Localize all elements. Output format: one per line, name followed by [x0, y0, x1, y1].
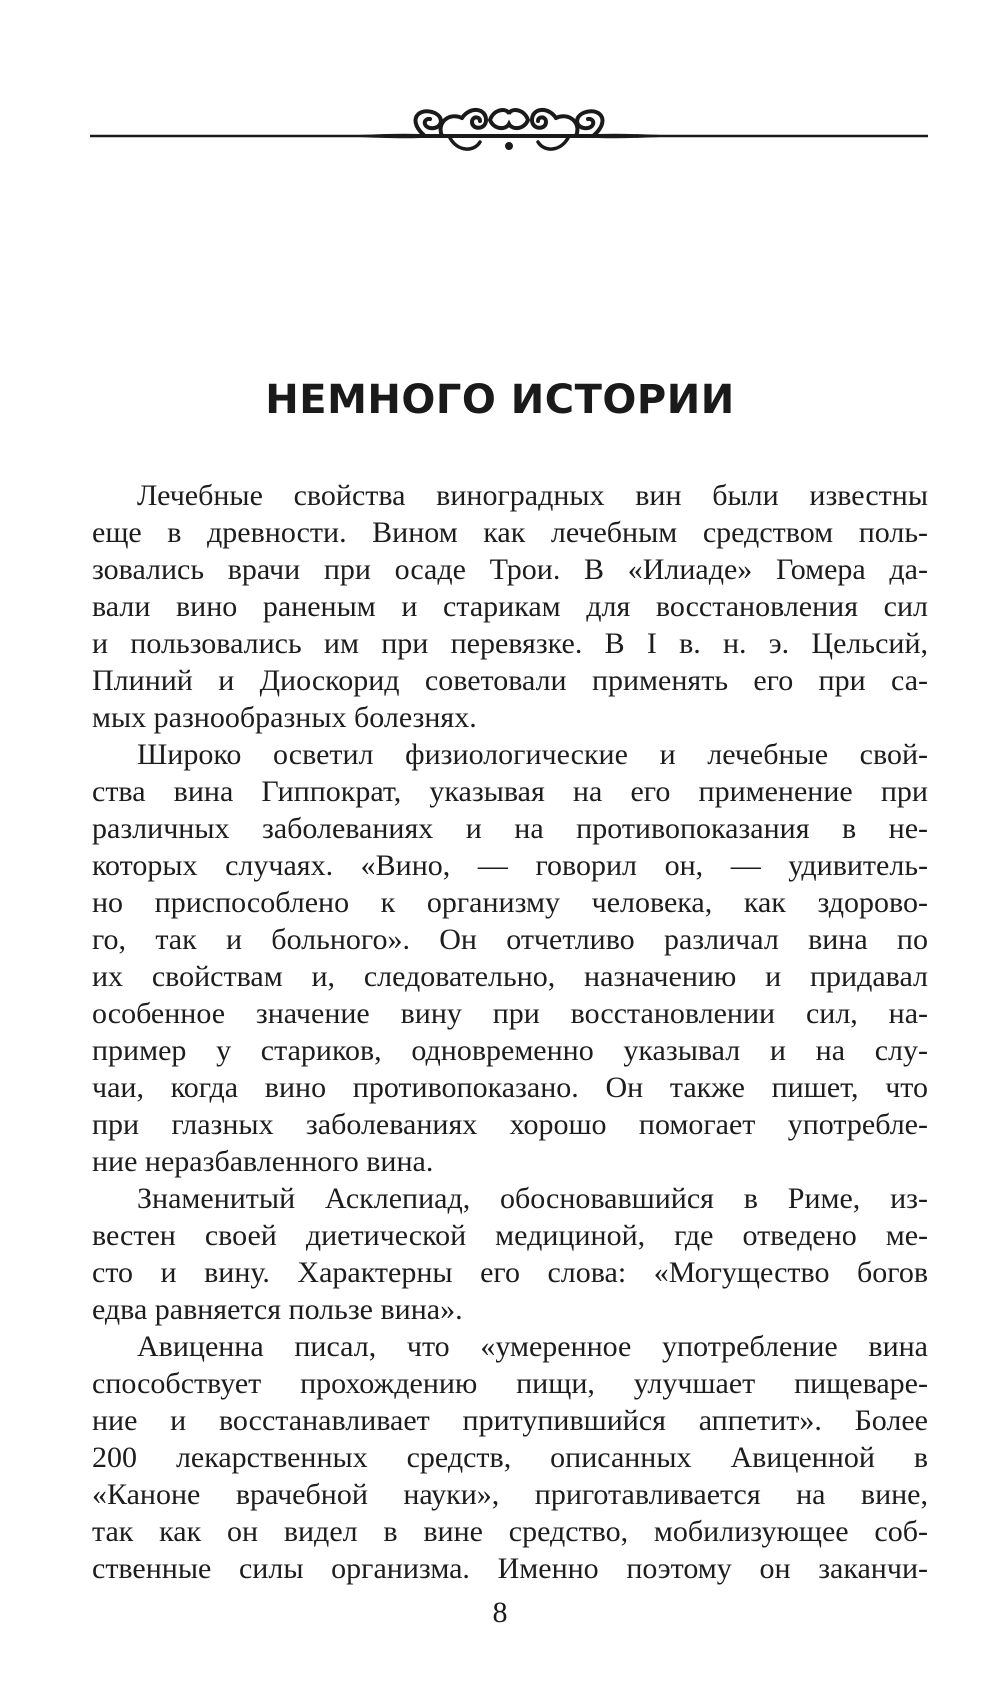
text-line: различных заболеваниях и на противопоказания в не- — [92, 812, 928, 845]
text-line: пример у стариков, одновременно указывал и на слу- — [92, 1034, 928, 1067]
text-line: способствует прохождению пищи, улучшает пищеваре- — [92, 1367, 928, 1400]
paragraph-hippocrates — [92, 736, 928, 1180]
text-line: их свойствам и, следовательно, назначению и придавал — [92, 960, 928, 993]
text-line: едва равняется пользе вина». — [92, 1293, 463, 1326]
text-line: Знаменитый Асклепиад, обосновавшийся в Риме, из- — [137, 1182, 928, 1215]
text-line: 200 лекарственных средств, описанных Авиценной в — [92, 1441, 928, 1474]
text-line: вестен своей диетической медициной, где отведено ме- — [92, 1219, 928, 1252]
text-line: го, так и больного». Он отчетливо различал вина по — [92, 923, 928, 956]
text-line: ние и восстанавливает притупившийся аппетит». Более — [92, 1404, 928, 1437]
text-line: мых разнообразных болезнях. — [92, 701, 477, 734]
text-line: Широко осветил физиологические и лечебные свой- — [137, 738, 928, 771]
paragraph-asclepiades — [92, 1180, 928, 1328]
text-line: чаи, когда вино противопоказано. Он также пишет, что — [92, 1071, 928, 1104]
text-line: ственные силы организма. Именно поэтому он заканчи- — [92, 1552, 928, 1585]
text-line: Плиний и Диоскорид советовали применять его при са- — [92, 664, 928, 697]
ornamental-divider — [90, 100, 928, 160]
text-line: ства вина Гиппократ, указывая на его применение при — [92, 775, 928, 808]
paragraph-avicenna — [92, 1328, 928, 1587]
chapter-title: НЕМНОГО ИСТОРИИ — [265, 377, 735, 423]
text-line: особенное значение вину при восстановлении сил, на- — [92, 997, 928, 1030]
text-line: Авиценна писал, что «умеренное употребление вина — [137, 1330, 928, 1363]
text-line: еще в древности. Вином как лечебным средством поль- — [92, 516, 928, 549]
body-text — [92, 477, 928, 1587]
text-line: ние неразбавленного вина. — [92, 1145, 434, 1178]
text-line: «Каноне врачебной науки», приготавливается на вине, — [92, 1478, 928, 1511]
text-line: Лечебные свойства виноградных вин были известны — [137, 479, 928, 512]
text-line: при глазных заболеваниях хорошо помогает употребле- — [92, 1108, 928, 1141]
text-line: которых случаях. «Вино, — говорил он, — удивитель- — [92, 849, 928, 882]
paragraph-ancient-use — [92, 477, 928, 736]
text-line: вали вино раненым и старикам для восстановления сил — [92, 590, 928, 623]
text-line: но приспособлено к организму человека, как здорово- — [92, 886, 928, 919]
text-line: сто и вину. Характерны его слова: «Могущество богов — [92, 1256, 928, 1289]
text-line: так как он видел в вине средство, мобилизующее соб- — [92, 1515, 928, 1548]
page-number: 8 — [492, 1596, 508, 1629]
text-line: и пользовались им при перевязке. В I в. н. э. Цельсий, — [92, 627, 928, 660]
text-line: зовались врачи при осаде Трои. В «Илиаде» Гомера да- — [92, 553, 928, 586]
